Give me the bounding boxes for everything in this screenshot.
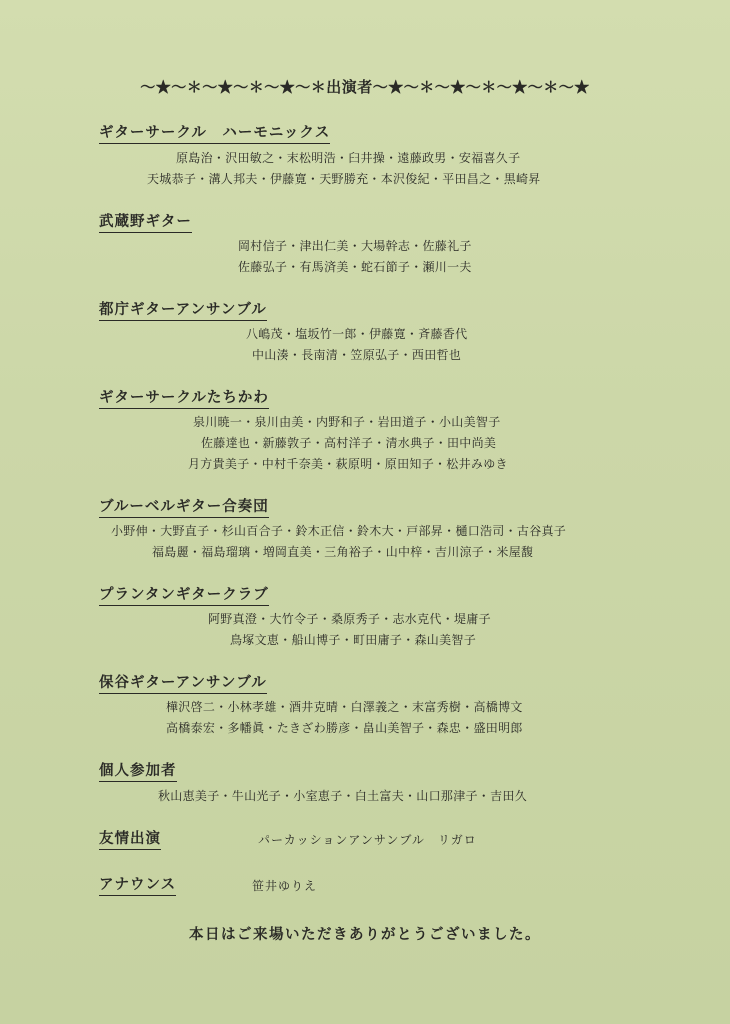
section-heading-harmonics: ギターサークル ハーモニックス xyxy=(99,124,330,144)
performer-line: 月方貴美子・中村千奈美・萩原明・原田知子・松井みゆき xyxy=(188,457,508,471)
performer-line: 鳥塚文恵・船山博子・町田庸子・森山美智子 xyxy=(230,633,477,647)
performer-line: 佐藤弘子・有馬済美・蛇石節子・瀬川一夫 xyxy=(238,260,472,274)
section-heading-tocho: 都庁ギターアンサンブル xyxy=(99,301,267,321)
performer-line: 福島麗・福島瑠璃・増岡直美・三角裕子・山中梓・吉川涼子・米屋馥 xyxy=(152,545,534,559)
section-heading-bluebell: ブルーベルギター合奏団 xyxy=(99,498,269,518)
performer-line: 岡村信子・津出仁美・大場幹志・佐藤礼子 xyxy=(238,239,472,253)
section-heading-printemps: プランタンギタークラブ xyxy=(99,586,269,606)
closing-message: 本日はご来場いただきありがとうございました。 xyxy=(189,926,541,943)
section-heading-musashino: 武蔵野ギター xyxy=(99,213,192,233)
performer-line: 佐藤達也・新藤敦子・高村洋子・清水典子・田中尚美 xyxy=(201,436,497,450)
announcer-name: 笹井ゆりえ xyxy=(252,879,318,893)
section-heading-announcer: アナウンス xyxy=(99,876,176,896)
section-heading-guest: 友情出演 xyxy=(99,830,161,850)
section-heading-hoya: 保谷ギターアンサンブル xyxy=(99,674,267,694)
performer-line: 中山湊・長南清・笠原弘子・西田哲也 xyxy=(252,348,462,362)
performer-line: 小野伸・大野直子・杉山百合子・鈴木正信・鈴木大・戸部昇・樋口浩司・古谷真子 xyxy=(111,524,567,538)
performer-line: 高橋泰宏・多幡眞・たきざわ勝彦・畠山美智子・森忠・盛田明郎 xyxy=(166,721,523,735)
performer-line: 泉川暁一・泉川由美・内野和子・岩田道子・小山美智子 xyxy=(193,415,501,429)
guest-performer: パーカッションアンサンブル リガロ xyxy=(258,833,477,847)
performer-line: 阿野真澄・大竹令子・桑原秀子・志水克代・堤庸子 xyxy=(208,612,491,626)
performer-line: 樺沢啓二・小林孝雄・酒井克晴・白澤義之・末富秀樹・高橋博文 xyxy=(166,700,523,714)
performer-line: 原島治・沢田敏之・末松明浩・臼井操・遠藤政男・安福喜久子 xyxy=(176,151,521,165)
performer-line: 八嶋茂・塩坂竹一郎・伊藤寛・斉藤香代 xyxy=(246,327,468,341)
section-heading-tachikawa: ギターサークルたちかわ xyxy=(99,389,269,409)
page-title: 〜★〜＊〜★〜＊〜★〜＊出演者〜★〜＊〜★〜＊〜★〜＊〜★ xyxy=(140,78,590,96)
performer-line: 秋山恵美子・牛山光子・小室恵子・白土富夫・山口那津子・吉田久 xyxy=(158,789,528,803)
performer-line: 天城恭子・溝人邦夫・伊藤寛・天野勝充・本沢俊紀・平田昌之・黒崎昇 xyxy=(147,172,541,186)
section-heading-individual: 個人参加者 xyxy=(99,762,177,782)
